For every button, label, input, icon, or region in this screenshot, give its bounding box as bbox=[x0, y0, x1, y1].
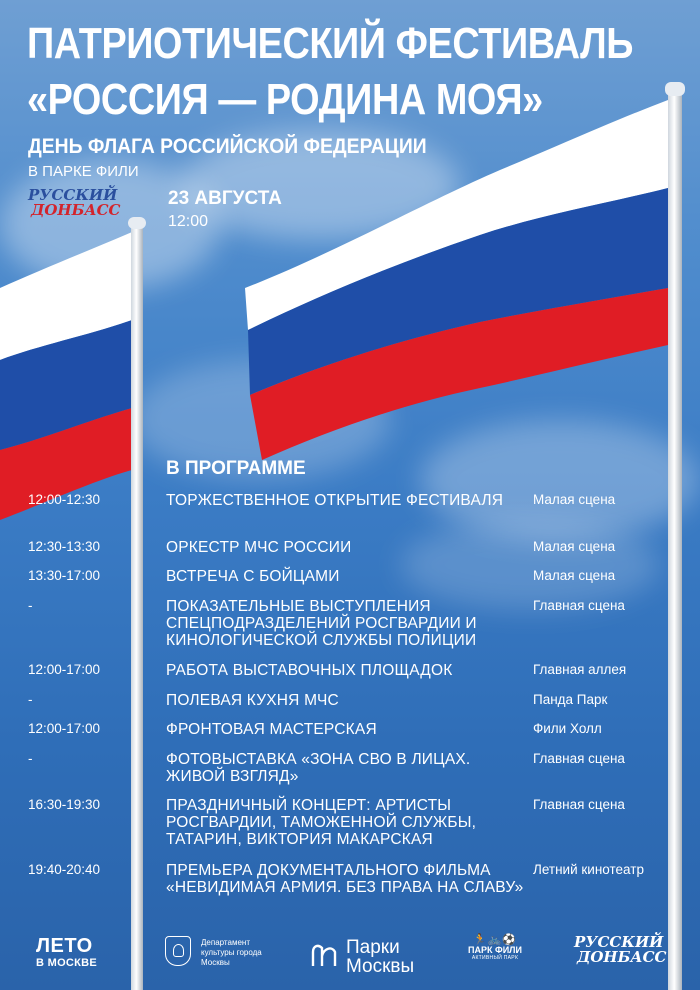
right-flagpole-finial bbox=[665, 82, 685, 96]
left-flagpole-finial bbox=[128, 217, 146, 229]
program-event: ОРКЕСТР МЧС РОССИИ bbox=[166, 539, 352, 556]
program-place: Летний кинотеатр bbox=[533, 862, 644, 877]
park-fili-logo bbox=[467, 934, 523, 974]
program-time: - bbox=[28, 598, 33, 613]
program-time: 19:40-20:40 bbox=[28, 862, 101, 877]
program-time: 12:00-12:30 bbox=[28, 492, 101, 507]
program-place: Главная сцена bbox=[533, 751, 625, 766]
logo-word-donbass: ДОНБАСС bbox=[577, 948, 667, 966]
event-date: 23 АВГУСТА bbox=[168, 188, 282, 209]
program-place: Главная сцена bbox=[533, 797, 625, 812]
program-place: Малая сцена bbox=[533, 568, 616, 583]
logo-word-donbass: ДОНБАСС bbox=[31, 201, 121, 219]
logo-word-russkiy: РУССКИЙ bbox=[28, 186, 118, 204]
program-place: Фили Холл bbox=[533, 721, 602, 736]
program-event: ПРАЗДНИЧНЫЙ КОНЦЕРТ: АРТИСТЫ РОСГВАРДИИ, ТАМОЖЕННОЙ СЛУЖБЫ, ТАТАРИН, ВИКТОРИЯ МАКАРСКАЯ bbox=[166, 797, 477, 848]
event-time: 12:00 bbox=[168, 213, 209, 230]
program-place: Панда Парк bbox=[533, 692, 608, 707]
program-time: 13:30-17:00 bbox=[28, 568, 101, 583]
program-heading: В ПРОГРАММЕ bbox=[166, 458, 306, 479]
park-activity-icons: 🏃🚲⚽ bbox=[472, 934, 518, 946]
program-event: ПОЛЕВАЯ КУХНЯ МЧС bbox=[166, 692, 339, 709]
fili-logo-sub: АКТИВНЫЙ ПАРК bbox=[471, 955, 519, 961]
venue: В ПАРКЕ ФИЛИ bbox=[28, 163, 139, 180]
title-line-2: «РОССИЯ — РОДИНА МОЯ» bbox=[27, 75, 543, 124]
dept-logo-text: Департамент культуры города Москвы bbox=[201, 938, 262, 967]
parki-logo-text: Парки Москвы bbox=[346, 937, 415, 977]
russkiy-donbass-logo bbox=[28, 188, 121, 218]
left-flagpole bbox=[131, 222, 143, 990]
program-event: ТОРЖЕСТВЕННОЕ ОТКРЫТИЕ ФЕСТИВАЛЯ bbox=[166, 492, 504, 509]
leto-v-moskve-logo bbox=[36, 936, 97, 970]
leto-logo-line-1: ЛЕТО bbox=[36, 935, 93, 957]
program-place: Малая сцена bbox=[533, 539, 616, 554]
russkiy-donbass-logo-footer bbox=[574, 935, 667, 965]
program-place: Главная сцена bbox=[533, 598, 625, 613]
program-event: ФОТОВЫСТАВКА «ЗОНА СВО В ЛИЦАХ. ЖИВОЙ ВЗГЛЯД» bbox=[166, 751, 471, 785]
program-time: - bbox=[28, 751, 33, 766]
program-event: ПОКАЗАТЕЛЬНЫЕ ВЫСТУПЛЕНИЯ СПЕЦПОДРАЗДЕЛЕНИЙ РОСГВАРДИИ И КИНОЛОГИЧЕСКОЙ СЛУЖБЫ ПОЛИЦИИ bbox=[166, 598, 477, 649]
festival-title bbox=[27, 20, 700, 68]
program-place: Малая сцена bbox=[533, 492, 616, 507]
subtitle: ДЕНЬ ФЛАГА РОССИЙСКОЙ ФЕДЕРАЦИИ bbox=[28, 135, 427, 158]
program-time: 12:30-13:30 bbox=[28, 539, 101, 554]
fili-logo-name: ПАРК ФИЛИ bbox=[468, 945, 522, 955]
moscow-emblem-icon bbox=[165, 936, 191, 966]
leto-logo-line-2: В МОСКВЕ bbox=[36, 957, 98, 969]
program-place: Главная аллея bbox=[533, 662, 627, 677]
program-time: 12:00-17:00 bbox=[28, 721, 101, 736]
parki-mark-icon bbox=[310, 942, 338, 968]
program-event: ФРОНТОВАЯ МАСТЕРСКАЯ bbox=[166, 721, 377, 738]
program-event: ПРЕМЬЕРА ДОКУМЕНТАЛЬНОГО ФИЛЬМА «НЕВИДИМАЯ АРМИЯ. БЕЗ ПРАВА НА СЛАВУ» bbox=[166, 862, 524, 896]
program-event: ВСТРЕЧА С БОЙЦАМИ bbox=[166, 568, 340, 585]
program-time: 12:00-17:00 bbox=[28, 662, 101, 677]
program-time: - bbox=[28, 692, 33, 707]
logo-word-russkiy: РУССКИЙ bbox=[574, 933, 664, 951]
right-flagpole bbox=[668, 88, 682, 990]
program-event: РАБОТА ВЫСТАВОЧНЫХ ПЛОЩАДОК bbox=[166, 662, 453, 679]
title-line-1: ПАТРИОТИЧЕСКИЙ ФЕСТИВАЛЬ bbox=[27, 19, 633, 68]
program-time: 16:30-19:30 bbox=[28, 797, 101, 812]
